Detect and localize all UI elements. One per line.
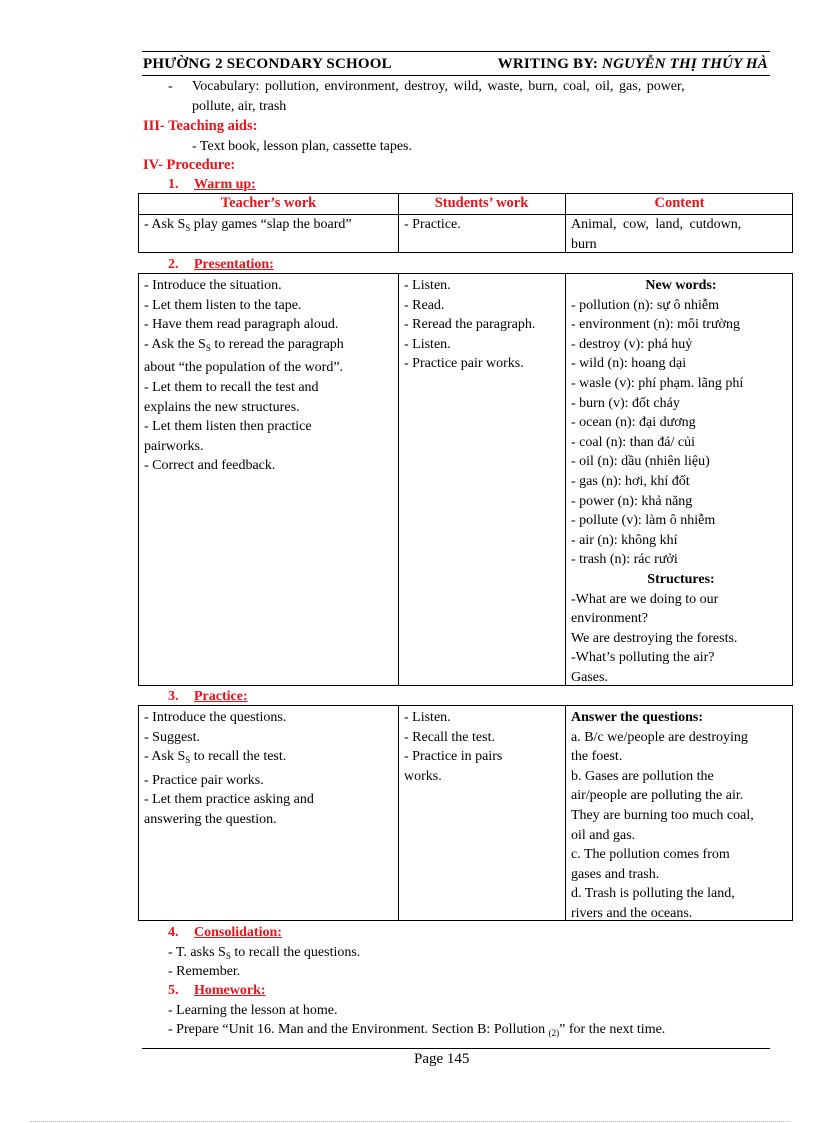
structure-line: environment? xyxy=(571,611,648,627)
vocabulary-dash: - xyxy=(168,79,173,94)
vocabulary-text xyxy=(192,77,762,116)
new-word-item: - ocean (n): đại dương xyxy=(571,415,696,431)
presentation-teacher-line: - Let them listen to the tape. xyxy=(144,297,302,313)
writer-name: NGUYỄN THỊ THÚY HÀ xyxy=(602,56,768,72)
structure-line: Gases. xyxy=(571,669,608,685)
homework-line-2: - Prepare “Unit 16. Man and the Environment. Section B: Pollution $_{(2)}$” for the next time. xyxy=(168,1022,666,1038)
presentation-student-line: - Practice pair works. xyxy=(404,356,524,372)
teaching-aids-text: - Text book, lesson plan, cassette tapes. xyxy=(192,139,412,154)
warmup-table xyxy=(138,193,793,253)
new-word-item: - power (n): khả năng xyxy=(571,493,693,509)
warmup-title: Warm up: xyxy=(194,177,256,192)
practice-teacher-line: - Practice pair works. xyxy=(144,772,264,788)
warmup-content-cell xyxy=(571,215,741,254)
footer-rule xyxy=(142,1048,770,1049)
homework-heading xyxy=(168,981,266,1001)
structure-line: -What are we doing to our xyxy=(571,591,719,607)
consolidation-line-2: - Remember. xyxy=(168,964,241,979)
warmup-heading xyxy=(168,175,256,195)
presentation-col-divider-2 xyxy=(565,274,566,685)
practice-heading xyxy=(168,687,248,707)
practice-student-line: - Recall the test. xyxy=(404,729,495,745)
practice-students-cell xyxy=(404,708,502,786)
new-word-item: - environment (n): môi trường xyxy=(571,317,740,333)
answer-line: rivers and the oceans. xyxy=(571,905,693,921)
practice-teacher-line: - Introduce the questions. xyxy=(144,710,287,725)
new-word-item: - wild (n): hoang dại xyxy=(571,356,687,372)
new-word-item: - air (n): không khí xyxy=(571,532,678,548)
procedure-heading: IV- Procedure: xyxy=(143,157,236,173)
answer-line: air/people are polluting the air. xyxy=(571,788,744,804)
structures-title: Structures: xyxy=(647,571,715,587)
practice-teacher-line: - Let them practice asking and xyxy=(144,792,314,808)
homework-line-1: - Learning the lesson at home. xyxy=(168,1003,338,1018)
presentation-teacher-line: about “the population of the word”. xyxy=(144,360,344,376)
new-word-item: - oil (n): dầu (nhiên liệu) xyxy=(571,454,710,470)
new-word-item: - destroy (v): phá huỷ xyxy=(571,336,693,352)
answer-line: c. The pollution comes from xyxy=(571,847,730,863)
page-header xyxy=(143,54,768,74)
presentation-student-line: - Reread the paragraph. xyxy=(404,317,536,333)
warmup-students-text: - Practice. xyxy=(404,217,461,232)
practice-student-line: works. xyxy=(404,768,442,784)
warmup-content-line-2: burn xyxy=(571,236,597,252)
new-words-title: New words: xyxy=(645,278,717,293)
practice-num: 3. xyxy=(168,689,179,704)
presentation-teacher-line: - Let them listen then practice xyxy=(144,419,312,435)
practice-col-divider-2 xyxy=(565,706,566,920)
presentation-table xyxy=(138,273,793,686)
header-students-work: Students’ work xyxy=(434,195,529,211)
presentation-student-line: - Listen. xyxy=(404,336,451,352)
page-edge-dotted-rule xyxy=(30,1121,790,1122)
header-teachers-work: Teacher’s work xyxy=(220,195,317,211)
presentation-teacher-line: pairworks. xyxy=(144,438,204,454)
practice-col-divider-1 xyxy=(398,706,399,920)
practice-teacher-cell xyxy=(144,708,314,830)
vocabulary-line-1: Vocabulary: pollution, environment, destroy, wild, waste, burn, coal, oil, gas, power, xyxy=(192,79,685,94)
warmup-students-cell xyxy=(404,215,461,235)
header-content: Content xyxy=(654,195,705,211)
teaching-aids-heading: III- Teaching aids: xyxy=(143,118,258,134)
consolidation-num: 4. xyxy=(168,925,179,940)
presentation-title: Presentation: xyxy=(194,257,274,272)
new-word-item: - pollution (n): sự ô nhiễm xyxy=(571,297,719,313)
consolidation-title: Consolidation: xyxy=(194,925,282,940)
consolidation-line-1: - T. asks $S_S$ to recall the questions. xyxy=(168,945,361,961)
practice-table xyxy=(138,705,793,921)
new-word-item: - wasle (v): phí phạm. lãng phí xyxy=(571,375,744,391)
header-bottom-rule xyxy=(142,75,770,76)
presentation-student-line: - Listen. xyxy=(404,278,451,293)
presentation-teacher-cell xyxy=(144,276,344,476)
presentation-teacher-line: - Introduce the situation. xyxy=(144,278,282,293)
presentation-num: 2. xyxy=(168,257,179,272)
presentation-teacher-line: explains the new structures. xyxy=(144,399,300,415)
answer-line: They are burning too much coal, xyxy=(571,807,754,823)
answer-line: the foest. xyxy=(571,749,623,765)
presentation-student-line: - Read. xyxy=(404,297,445,313)
presentation-teacher-line: - Let them to recall the test and xyxy=(144,379,319,395)
answer-line: d. Trash is polluting the land, xyxy=(571,886,735,902)
new-word-item: - coal (n): than đá/ củi xyxy=(571,434,696,450)
warmup-num: 1. xyxy=(168,177,179,192)
structure-line: We are destroying the forests. xyxy=(571,630,738,646)
structure-line: -What’s polluting the air? xyxy=(571,650,715,666)
header-top-rule xyxy=(142,51,770,52)
answer-line: gases and trash. xyxy=(571,866,660,882)
practice-content-cell xyxy=(571,708,754,924)
answer-line: a. B/c we/people are destroying xyxy=(571,729,748,745)
answer-questions-title: Answer the questions: xyxy=(571,710,703,725)
homework-num: 5. xyxy=(168,983,179,998)
page-number: Page 145 xyxy=(414,1051,470,1067)
new-word-item: - burn (v): đốt cháy xyxy=(571,395,680,411)
practice-student-line: - Listen. xyxy=(404,710,451,725)
presentation-heading xyxy=(168,255,274,275)
new-word-item: - pollute (v): làm ô nhiễm xyxy=(571,513,716,529)
new-word-item: - trash (n): rác rưởi xyxy=(571,552,678,568)
new-word-item: - gas (n): hơi, khí đốt xyxy=(571,473,690,489)
writer xyxy=(498,54,768,74)
presentation-students-cell xyxy=(404,276,535,374)
answer-line: b. Gases are pollution the xyxy=(571,768,714,784)
homework-title: Homework: xyxy=(194,983,266,998)
presentation-teacher-line: - Correct and feedback. xyxy=(144,458,276,474)
presentation-content-cell xyxy=(571,276,791,687)
practice-teacher-line: answering the question. xyxy=(144,811,277,827)
practice-student-line: - Practice in pairs xyxy=(404,749,503,765)
practice-teacher-ask: - Ask $S_S$ to recall the test. xyxy=(144,749,287,766)
answer-line: oil and gas. xyxy=(571,827,636,843)
warmup-content-line-1: Animal, cow, land, cutdown, xyxy=(571,217,742,232)
practice-title: Practice: xyxy=(194,689,248,704)
presentation-col-divider-1 xyxy=(398,274,399,685)
vocabulary-line-2: pollute, air, trash xyxy=(192,98,287,114)
school-name: PHƯỜNG 2 SECONDARY SCHOOL xyxy=(143,56,392,72)
writer-label: WRITING BY: xyxy=(497,56,603,72)
presentation-teacher-ask: - Ask the $S_S$ to reread the paragraph xyxy=(144,336,344,353)
consolidation-heading xyxy=(168,923,282,943)
practice-teacher-line: - Suggest. xyxy=(144,729,200,745)
warmup-teacher-text: - Ask $S_S$ play games “slap the board” xyxy=(144,217,352,233)
warmup-teacher-cell xyxy=(144,215,352,239)
presentation-teacher-line: - Have them read paragraph aloud. xyxy=(144,317,339,333)
